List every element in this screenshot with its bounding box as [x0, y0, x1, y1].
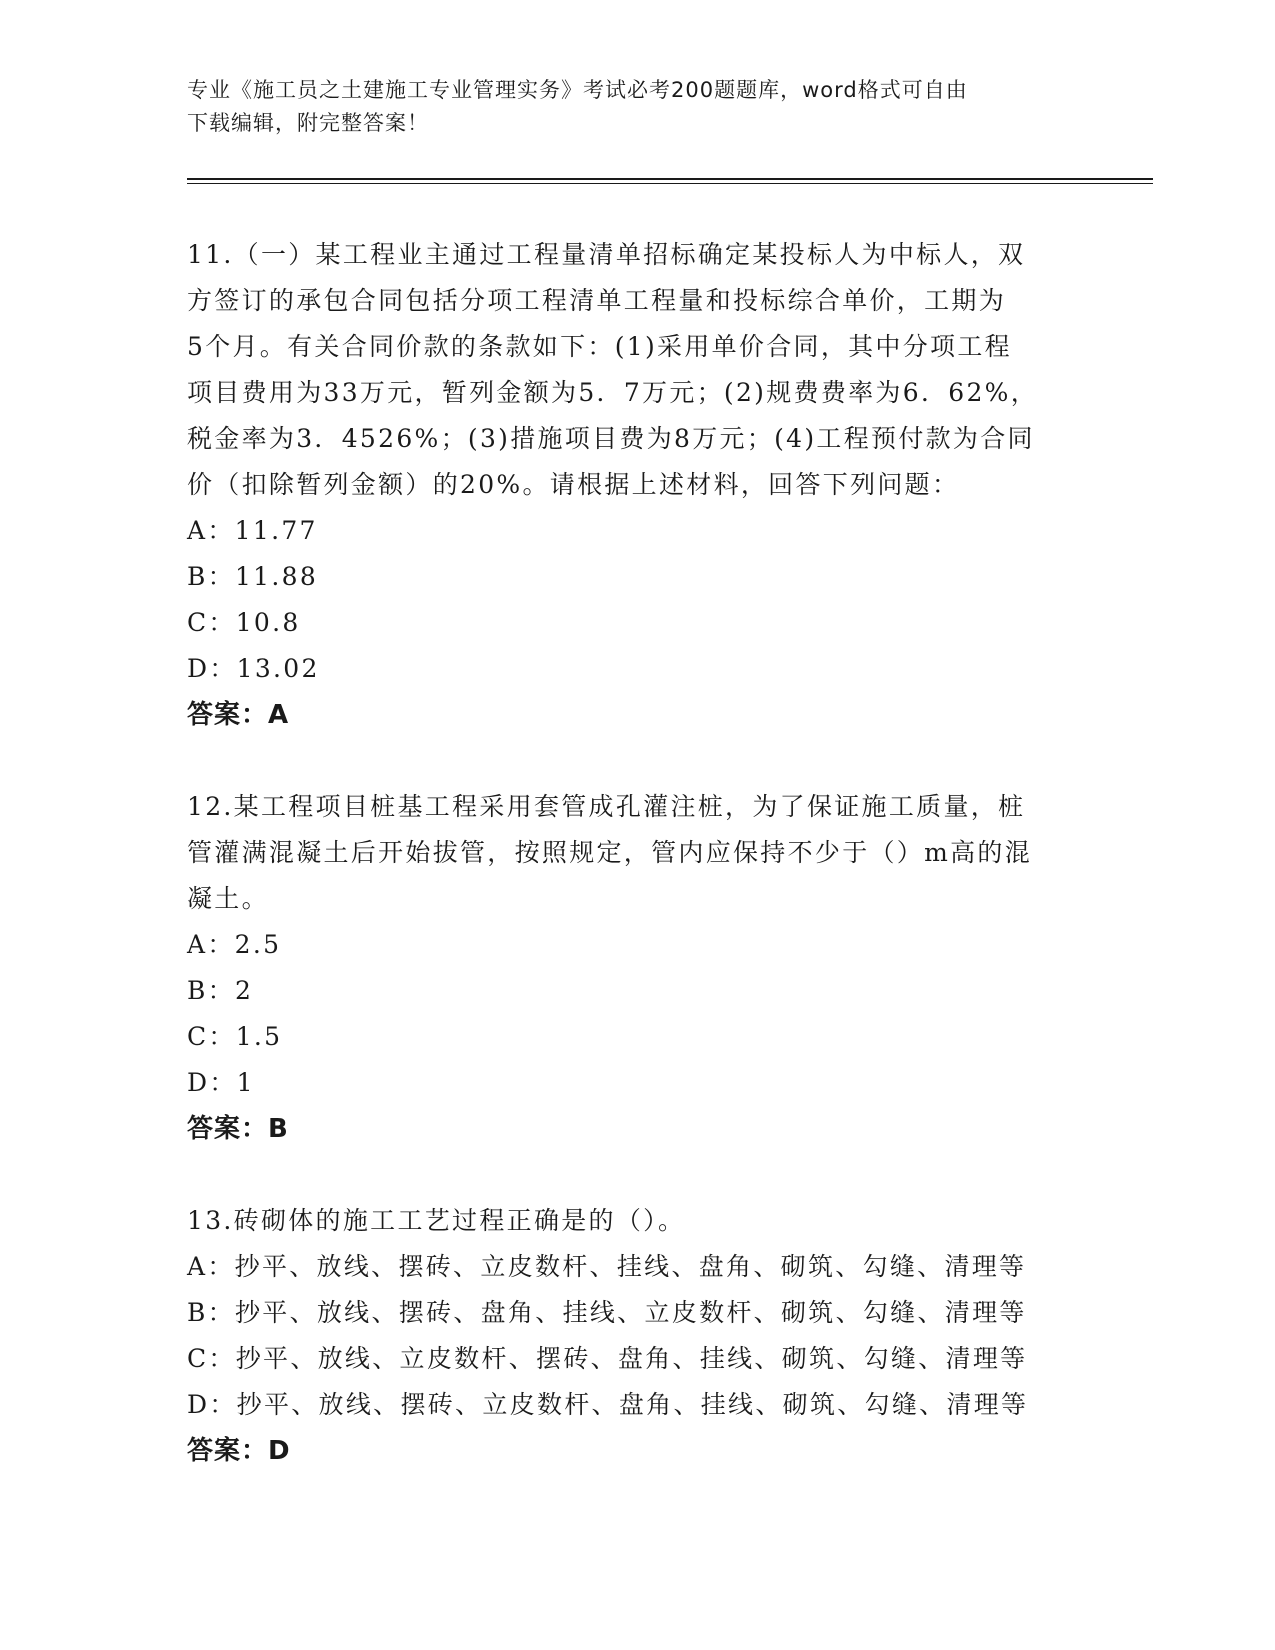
answer-label: 答案：B [187, 1114, 289, 1144]
answer-label: 答案：D [187, 1436, 291, 1466]
question-list [187, 232, 1087, 1520]
question-stem [187, 784, 1087, 922]
header-divider-bottom [187, 183, 1153, 184]
option-d: D：1 [187, 1068, 255, 1097]
question-stem [187, 1198, 1087, 1244]
option-c: C：10.8 [187, 608, 301, 637]
option-d: D：抄平、放线、摆砖、立皮数杆、盘角、挂线、砌筑、勾缝、清理等 [187, 1390, 1029, 1419]
question-13 [187, 1198, 1087, 1474]
stem-line: 管灌满混凝土后开始拔管，按照规定，管内应保持不少于（）m高的混 [187, 838, 1033, 867]
stem-line: 11.（一）某工程业主通过工程量清单招标确定某投标人为中标人，双 [187, 240, 1026, 269]
option-b: B：2 [187, 976, 254, 1005]
answer-label: 答案：A [187, 700, 290, 730]
stem-line: 项目费用为33万元，暂列金额为5．7万元；(2)规费费率为6．62%， [187, 378, 1039, 407]
option-a: A：抄平、放线、摆砖、立皮数杆、挂线、盘角、砌筑、勾缝、清理等 [187, 1252, 1027, 1281]
question-stem [187, 232, 1087, 508]
option-c: C：抄平、放线、立皮数杆、摆砖、盘角、挂线、砌筑、勾缝、清理等 [187, 1344, 1028, 1373]
option-b: B：11.88 [187, 562, 319, 591]
option-a: A：2.5 [187, 930, 282, 959]
option-c: C：1.5 [187, 1022, 283, 1051]
stem-line: 13.砖砌体的施工工艺过程正确是的（）。 [187, 1206, 686, 1235]
page-header [187, 74, 1067, 140]
stem-line: 价（扣除暂列金额）的20%。请根据上述材料，回答下列问题： [187, 470, 960, 499]
header-divider-top [187, 178, 1153, 180]
question-11 [187, 232, 1087, 738]
header-line-1: 专业《施工员之土建施工专业管理实务》考试必考200题题库，word格式可自由 [187, 78, 968, 102]
option-a: A：11.77 [187, 516, 318, 545]
stem-line: 税金率为3．4526%；(3)措施项目费为8万元；(4)工程预付款为合同 [187, 424, 1035, 453]
stem-line: 5个月。有关合同价款的条款如下：(1)采用单价合同，其中分项工程 [187, 332, 1012, 361]
option-d: D：13.02 [187, 654, 320, 683]
stem-line: 12.某工程项目桩基工程采用套管成孔灌注桩，为了保证施工质量，桩 [187, 792, 1026, 821]
stem-line: 方签订的承包合同包括分项工程清单工程量和投标综合单价，工期为 [187, 286, 1007, 315]
stem-line: 凝土。 [187, 884, 269, 913]
header-line-2: 下载编辑，附完整答案！ [187, 111, 429, 135]
question-12 [187, 784, 1087, 1152]
option-b: B：抄平、放线、摆砖、盘角、挂线、立皮数杆、砌筑、勾缝、清理等 [187, 1298, 1027, 1327]
